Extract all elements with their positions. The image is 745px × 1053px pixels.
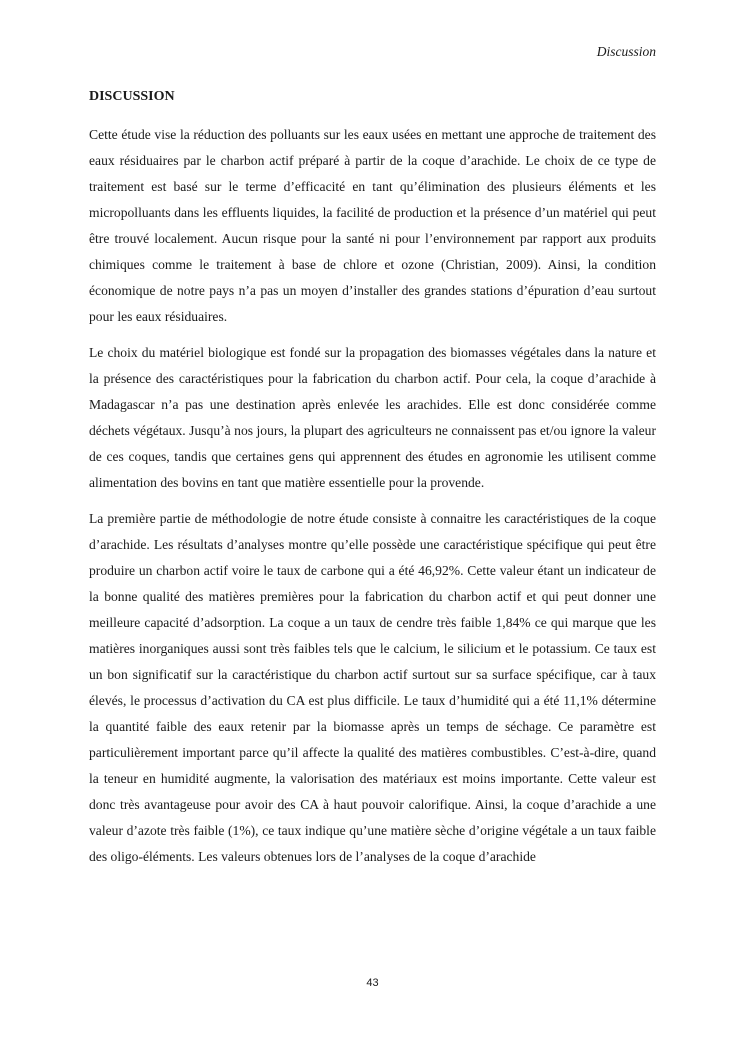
paragraph-3: La première partie de méthodologie de notre étude consiste à connaitre les caractéristiques de la coque d’arachide. Les résultats d’analyses montre qu’elle possède une caractéristique spécifique qui peut être produire un charbon actif voire le taux de carbone qui a été 46,92%. Cette valeur étant un indicateur de la bonne qualité des matières premières pour la fabrication du charbon actif et qui peut donner une meilleure capacité d’adsorption. La coque a un taux de cendre très faible 1,84% ce qui marque que les matières inorganiques aussi sont très faibles tels que le calcium, le silicium et le potassium. Ce taux est un bon significatif sur la caractéristique du charbon actif surtout sur sa surface spécifique, car à taux élevés, le processus d’activation du CA est plus difficile. Le taux d’humidité qui a été 11,1% détermine la quantité faible des eaux retenir par la biomasse après un temps de séchage. Ce paramètre est particulièrement important parce qu’il affecte la qualité des matières combustibles. C’est-à-dire, quand la teneur en humidité augmente, la valorisation des matériaux est moins importante. Cette valeur est donc très avantageuse pour avoir des CA à haut pouvoir calorifique. Ainsi, la coque d’arachide a une valeur d’azote très faible (1%), ce taux indique qu’une matière sèche d’origine végétale a un taux faible des oligo-éléments. Les valeurs obtenues lors de l’analyses de la coque d’arachide [89, 511, 656, 864]
body-text [89, 122, 656, 880]
page-number: 43 [366, 977, 379, 989]
paragraph-2: Le choix du matériel biologique est fondé sur la propagation des biomasses végétales dans la nature et la présence des caractéristiques pour la fabrication du charbon actif. Pour cela, la coque d’arachide à Madagascar n’a pas une destination après enlevée les arachides. Elle est donc considérée comme déchets végétaux. Jusqu’à nos jours, la plupart des agriculteurs ne connaissent pas et/ou ignore la valeur de ces coques, tandis que certaines gens qui apprennent des études en agronomie les utilisent comme alimentation des bovins en tant que matière essentielle pour la provende. [89, 345, 656, 490]
running-header: Discussion [596, 44, 656, 59]
section-heading: DISCUSSION [89, 89, 175, 104]
paragraph-1: Cette étude vise la réduction des polluants sur les eaux usées en mettant une approche de traitement des eaux résiduaires par le charbon actif préparé à partir de la coque d’arachide. Le choix de ce type de traitement est basé sur le terme d’efficacité en tant qu’élimination des plusieurs éléments et les micropolluants dans les effluents liquides, la facilité de production et la présence d’un matériel qui peut être trouvé localement. Aucun risque pour la santé ni pour l’environnement par rapport aux produits chimiques comme le traitement à base de chlore et ozone (Christian, 2009). Ainsi, la condition économique de notre pays n’a pas un moyen d’installer des grandes stations d’épuration d’eau surtout pour les eaux résiduaires. [89, 127, 656, 324]
